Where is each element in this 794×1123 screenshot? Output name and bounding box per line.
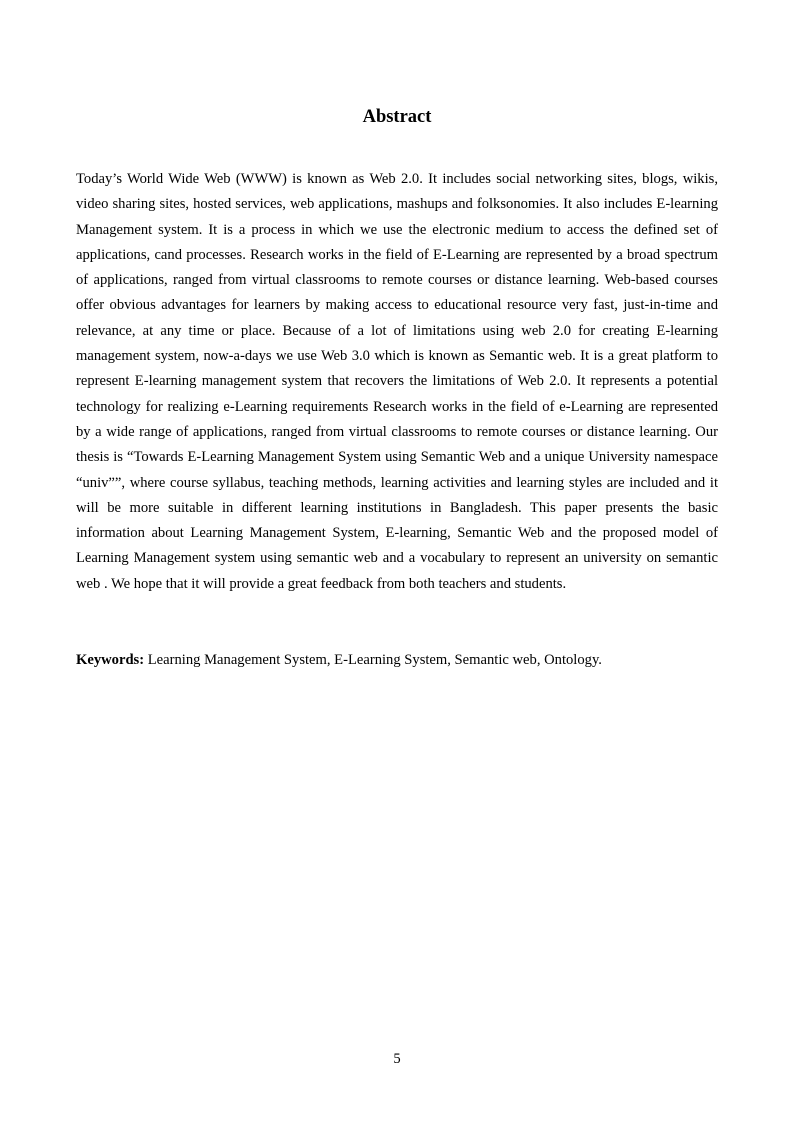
abstract-paragraph: Today’s World Wide Web (WWW) is known as Web 2.0. It includes social networking sites, blogs, wikis, video sharing sites, hosted services, web applications, mashups and folksonomies. It also includes E-learning Management system. It is a process in which we use the electronic medium to access the defined set of applications, cand processes. Research works in the field of E-Learning are represented by a broad spectrum of applications, ranged from virtual classrooms to remote courses or distance learning. Web-based courses offer obvious advantages for learners by making access to educational resource very fast, just-in-time and relevance, at any time or place. Because of a lot of limitations using web 2.0 for creating E-learning management system, now-a-days we use Web 3.0 which is known as Semantic web. It is a great platform to represent E-learning management system that recovers the limitations of Web 2.0. It represents a potential technology for realizing e-Learning requirements Research works in the field of e-Learning are represented by a wide range of applications, ranged from virtual classrooms to remote courses or distance learning. Our thesis is “Towards E-Learning Management System using Semantic Web and a unique University namespace “univ””, where course syllabus, teaching methods, learning activities and learning styles are included and it will be more suitable in different learning institutions in Bangladesh. This paper presents the basic information about Learning Management System, E-learning, Semantic Web and the proposed model of Learning Management system using semantic web and a vocabulary to represent an university on semantic web . We hope that it will provide a great feedback from both teachers and students. xyxy=(76,171,718,592)
keywords-label: Keywords: xyxy=(76,652,145,668)
keywords-list: Learning Management System, E-Learning System, Semantic web, Ontology. xyxy=(144,652,602,668)
page-number: 5 xyxy=(393,1051,401,1067)
abstract-heading: Abstract xyxy=(362,107,432,127)
keywords-line xyxy=(76,648,718,673)
